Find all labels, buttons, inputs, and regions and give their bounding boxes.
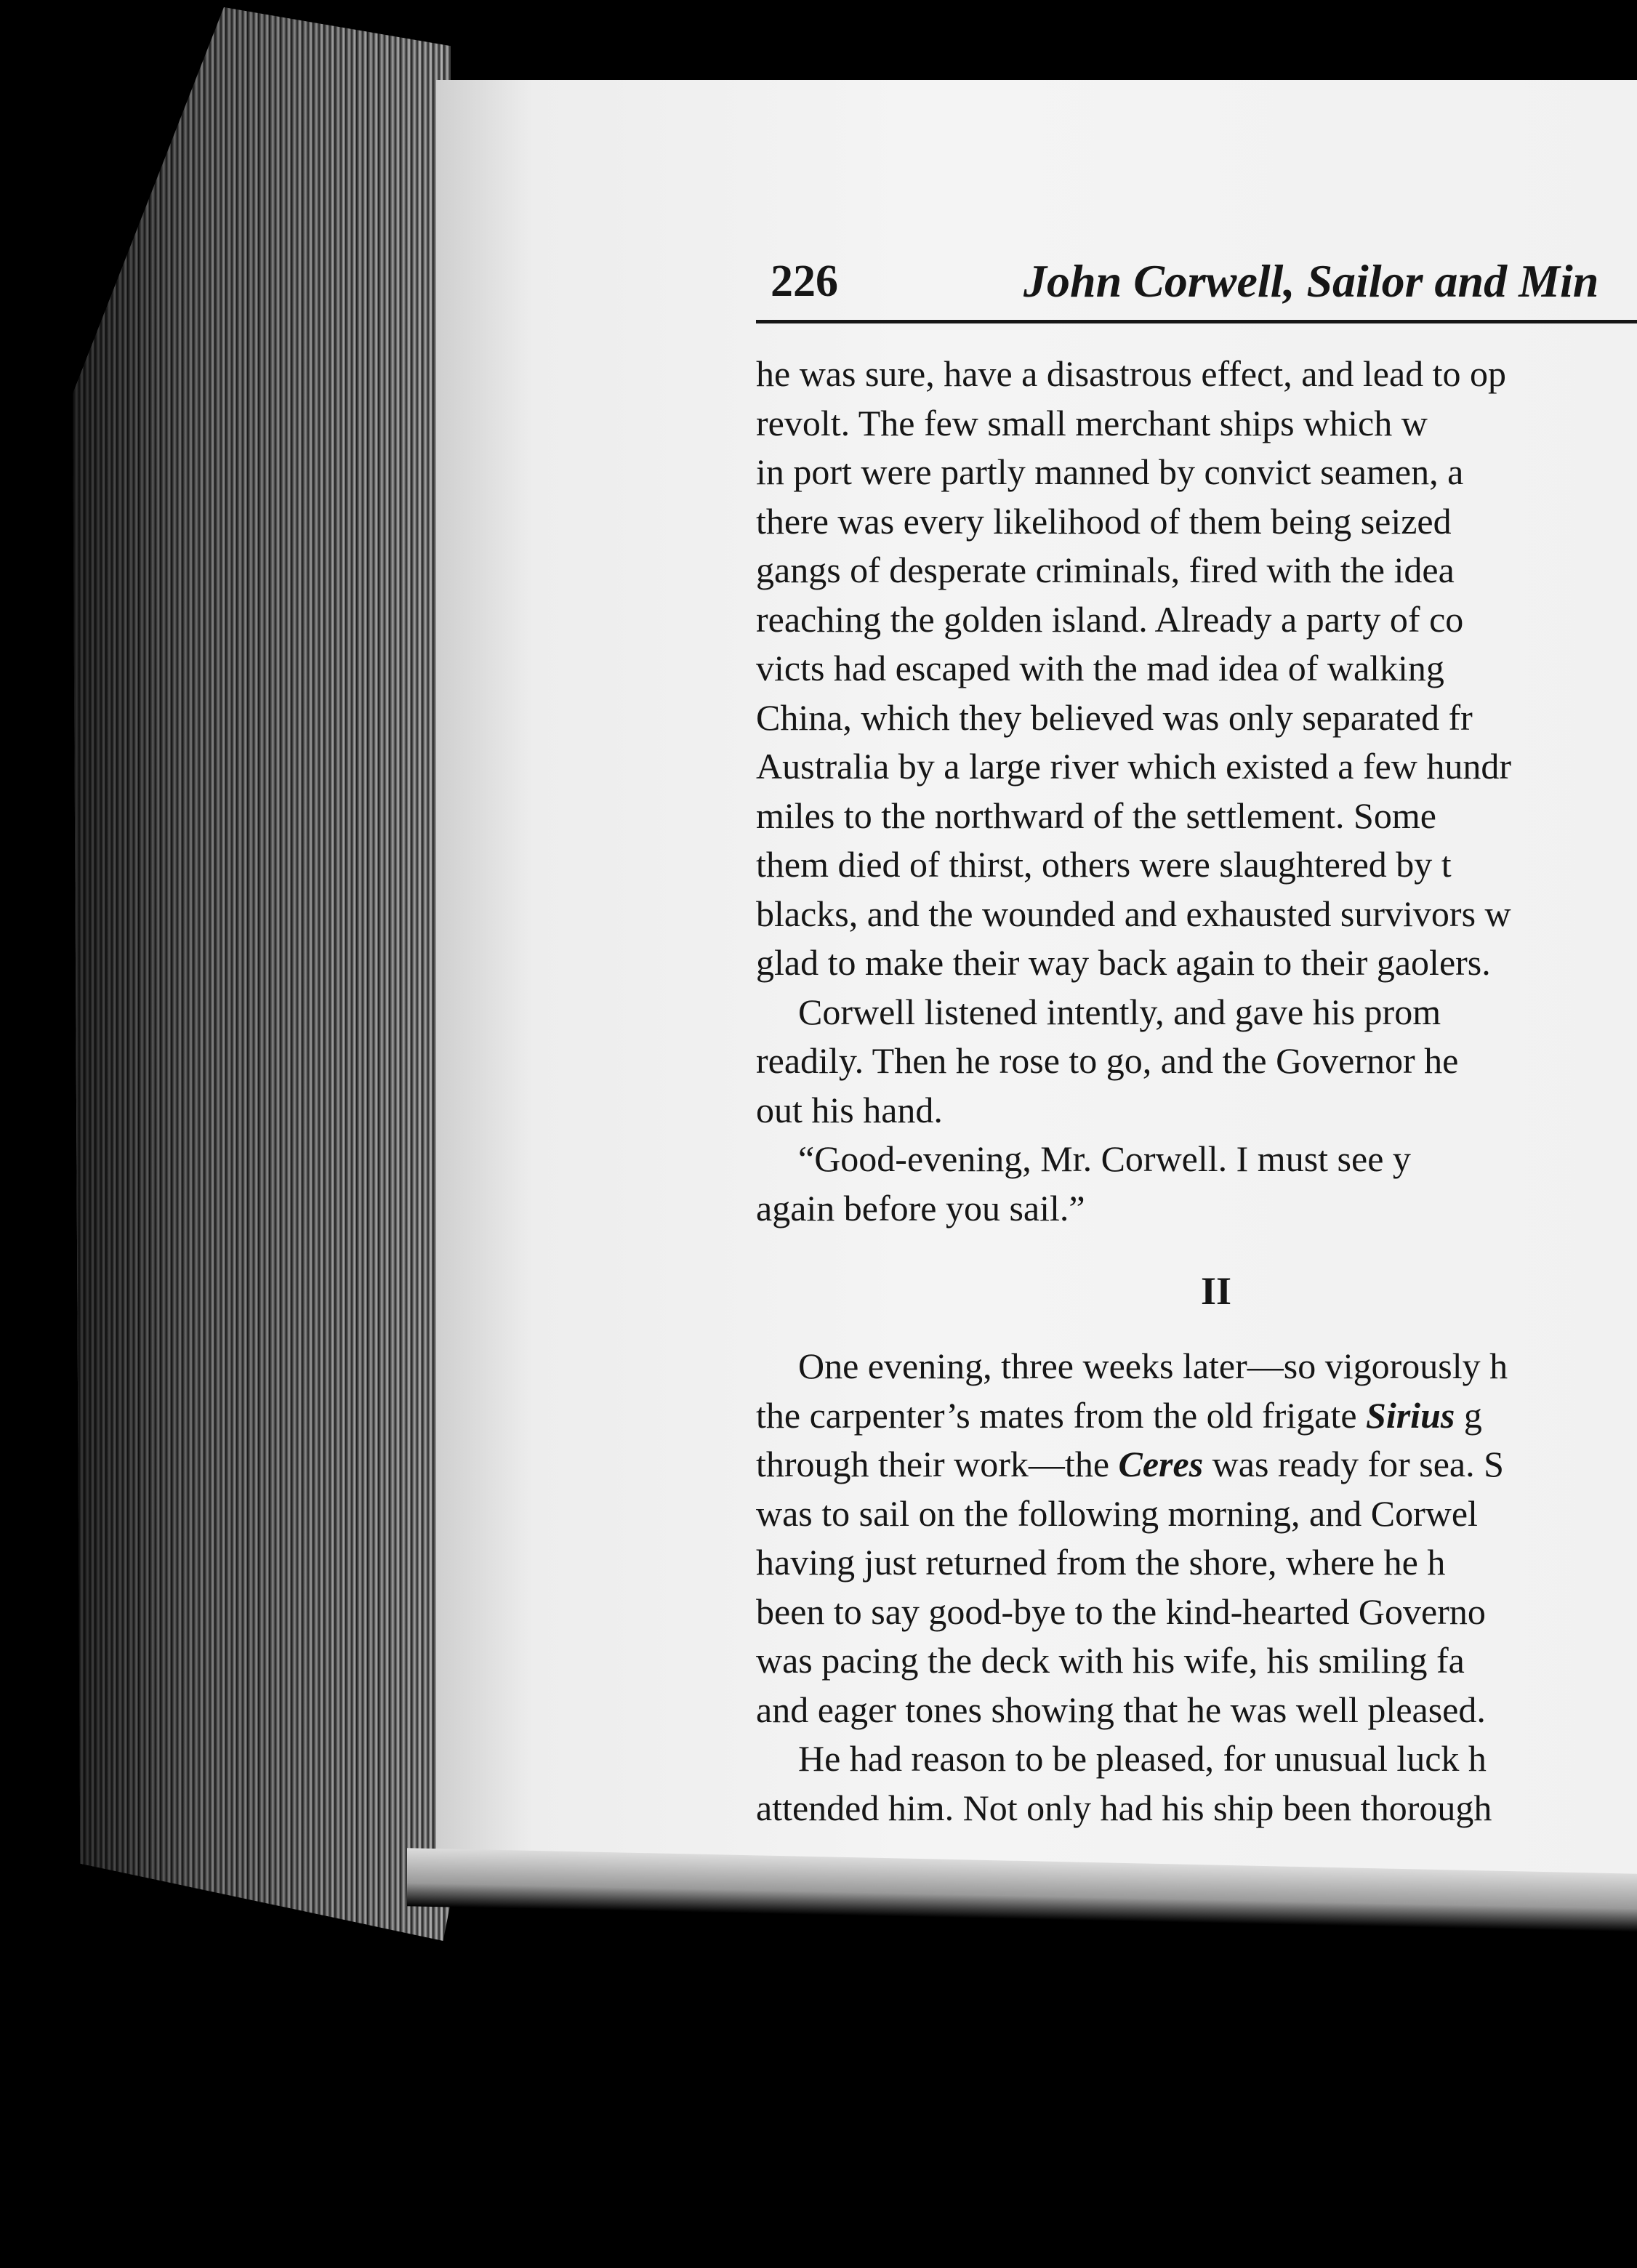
text-line: One evening, three weeks later—so vigorously h — [798, 1346, 1508, 1386]
text-line: them died of thirst, others were slaughtered by t — [756, 844, 1452, 885]
text-line — [756, 1391, 1637, 1441]
text-line: He had reason to be pleased, for unusual luck h — [798, 1738, 1487, 1779]
ship-name-ceres: Ceres — [1118, 1444, 1204, 1484]
text-line: was pacing the deck with his wife, his smiling fa — [756, 1640, 1465, 1681]
text-line: blacks, and the wounded and exhausted survivors w — [756, 893, 1511, 934]
text-line: Corwell listened intently, and gave his prom — [798, 991, 1441, 1032]
text-run: through their work—the — [756, 1444, 1119, 1484]
paragraph-5 — [756, 1734, 1637, 1833]
text-line: reaching the golden island. Already a party of co — [756, 598, 1464, 640]
paragraph-2 — [756, 988, 1637, 1135]
text-line: having just returned from the shore, where he h — [756, 1542, 1446, 1583]
text-line — [756, 1440, 1637, 1489]
text-run: the carpenter’s mates from the old frigate — [756, 1394, 1367, 1436]
text-line: again before you sail.” — [756, 1187, 1085, 1228]
text-line: out his hand. — [756, 1089, 943, 1130]
page-text-block — [756, 240, 1637, 1833]
running-head — [756, 240, 1637, 323]
paragraph-1 — [756, 350, 1637, 988]
text-line: glad to make their way back again to their gaolers. — [756, 942, 1491, 983]
text-line: he was sure, have a disastrous effect, and lead to op — [756, 353, 1507, 394]
text-line: Australia by a large river which existed a few hundr — [756, 746, 1511, 787]
page-edges-shadow — [73, 7, 451, 1941]
text-line: in port were partly manned by convict seamen, a — [756, 451, 1464, 492]
text-line: attended him. Not only had his ship been thorough — [756, 1787, 1492, 1828]
section-heading: II — [1201, 1269, 1232, 1313]
paragraph-4 — [756, 1342, 1637, 1734]
text-line: been to say good-bye to the kind-hearted Governo — [756, 1591, 1486, 1632]
text-line: there was every likelihood of them being seized — [756, 500, 1452, 542]
page-number: 226 — [771, 257, 838, 306]
text-line: revolt. The few small merchant ships which w — [756, 402, 1428, 443]
text-line: victs had escaped with the mad idea of walking — [756, 648, 1444, 688]
text-line: gangs of desperate criminals, fired with the idea — [756, 550, 1455, 590]
text-line: was to sail on the following morning, and Corwel — [756, 1492, 1478, 1534]
running-title: John Corwell, Sailor and Min — [1023, 255, 1599, 307]
text-run: g — [1455, 1394, 1482, 1436]
text-line: readily. Then he rose to go, and the Governor he — [756, 1040, 1459, 1081]
text-run: was ready for sea. S — [1203, 1444, 1504, 1484]
ship-name-sirius: Sirius — [1366, 1394, 1455, 1436]
text-line: China, which they believed was only separated fr — [756, 696, 1473, 738]
text-line: miles to the northward of the settlement. Some — [756, 795, 1436, 836]
text-line: and eager tones showing that he was well pleased. — [756, 1689, 1486, 1730]
paragraph-3 — [756, 1135, 1637, 1233]
text-line: “Good-evening, Mr. Corwell. I must see y — [798, 1138, 1411, 1179]
